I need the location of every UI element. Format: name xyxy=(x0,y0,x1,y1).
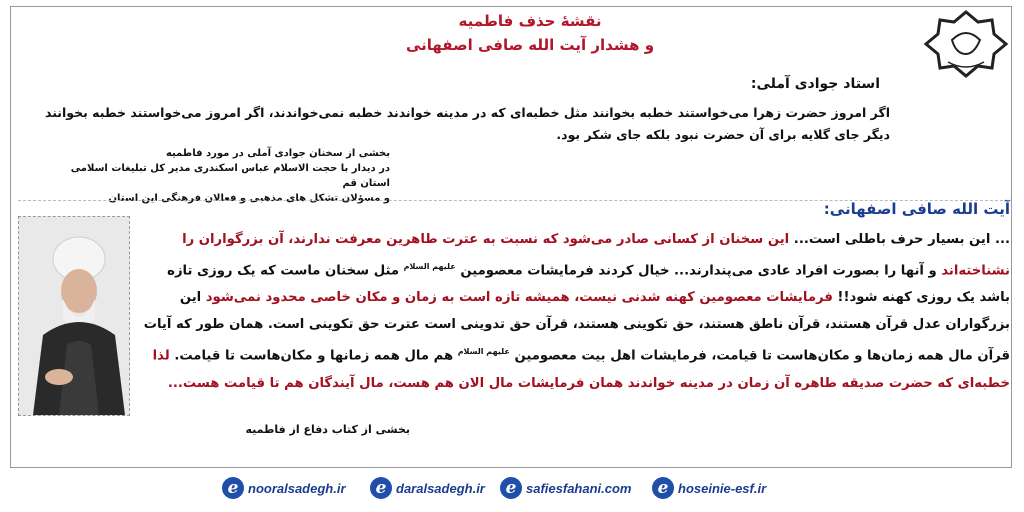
quote-text: و آنها را بصورت افراد عادی می‌پندارند... خیال کردند فرمایشات معصومین xyxy=(455,263,942,279)
footer-link-text: nooralsadegh.ir xyxy=(248,480,346,496)
quote-text-highlight: این سخنان از کسانی صادر می‌شود که نسبت به عترت طاهرین معرفت ندارند، آن بزرگواران را نشناخته‌اند xyxy=(182,232,1010,279)
quote-safi-esfahani xyxy=(140,226,1010,397)
caption-book-source: بخشی از کتاب دفاع از فاطمیه xyxy=(245,423,410,436)
quote-text-highlight: فرمایشات معصومین کهنه شدنی نیست، همیشه تازه است به زمان و مکان خاصی محدود نمی‌شود xyxy=(205,290,833,306)
honorific: علیهم السلام xyxy=(403,262,456,271)
quote-text: هم مال همه زمانها و مکان‌هاست تا قیامت. xyxy=(169,348,458,364)
footer-link-text: daralsadegh.ir xyxy=(396,480,485,496)
footer-link-text: safiesfahani.com xyxy=(526,480,632,496)
quote-text: مثل سخنان ماست که یک روزی تازه باشد یک روزی کهنه شود!! xyxy=(167,263,1010,306)
caption-line: در دیدار با حجت الاسلام عباس اسکندری مدیر کل تبلیغات اسلامی استان قم xyxy=(70,163,390,189)
footer-link-text: hoseinie-esf.ir xyxy=(678,480,767,496)
portrait-photo xyxy=(18,216,130,416)
speaker-javadi-amoli: استاد جوادی آملی: xyxy=(750,76,880,92)
browser-e-icon: e xyxy=(500,477,522,499)
quote-javadi-amoli: اگر امروز حضرت زهرا می‌خواستند خطبه بخوانند مثل خطبه‌ای که در مدینه خواندند خطبه نمی‌خواندند، اگر امروز می‌خواستند خطبه بخوانند دیگر جای گلایه برای آن حضرت نبود بلکه جای شکر بود. xyxy=(44,105,890,142)
caption-line: بخشی از سخنان جوادی آملی در مورد فاطمیه xyxy=(165,148,390,159)
caption-javadi-amoli xyxy=(60,146,390,206)
footer-link-daralsadegh[interactable] xyxy=(370,476,485,500)
title-line-2: و هشدار آیت الله صافی اصفهانی xyxy=(405,36,655,54)
honorific: علیهم السلام xyxy=(457,347,510,357)
footer-link-safiesfahani[interactable] xyxy=(500,476,632,500)
browser-e-icon: e xyxy=(222,477,244,499)
footer-link-hoseinie[interactable] xyxy=(652,476,766,500)
institute-logo xyxy=(918,10,1014,80)
title-line-1: نقشهٔ حذف فاطمیه xyxy=(458,12,602,30)
speaker-safi-esfahani: آیت الله صافی اصفهانی: xyxy=(823,200,1010,218)
caption-line: و مسؤلان تشکل های مذهبی و فعالان فرهنگی این استان xyxy=(108,193,390,204)
quote-text: ... این بسیار حرف باطلی است... xyxy=(789,232,1010,247)
browser-e-icon: e xyxy=(370,477,392,499)
footer-link-nooralsadegh[interactable] xyxy=(222,476,346,500)
footer-links xyxy=(0,470,1024,506)
quote-text: این بزرگواران عدل قرآن هستند، قرآن ناطق هستند، حق تکوینی هستند، قرآن حق تدوینی است عترت حق تکوینی است. همان طور که آیات قرآن مال همه زمان‌ها و مکان‌هاست تا قیامت، فرمایشات اهل بیت معصومین xyxy=(143,290,1010,364)
browser-e-icon: e xyxy=(652,477,674,499)
quote-text-highlight: لذا خطبه‌ای که حضرت صدیقه طاهره آن زمان در مدینه خواندند همان فرمایشات مال الان هم هست، مال آیندگان هم تا قیامت هست... xyxy=(152,348,1010,391)
